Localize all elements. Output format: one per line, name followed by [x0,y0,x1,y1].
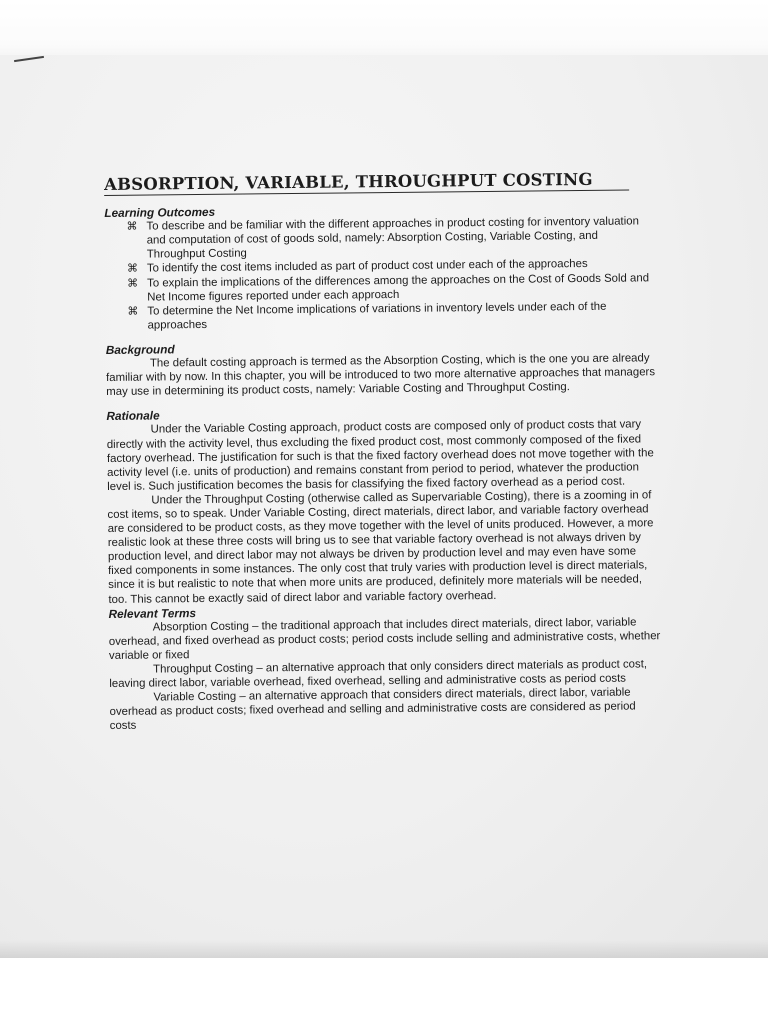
rationale-paragraph-2: Under the Throughput Costing (otherwise called as Supervariable Costing), there is a zooming in of cost items, so to speak. Under Variable Costing, direct materials, direct labor, and variable factory overhead are considered to be product costs, as they move together with the level of units produced. However, a more realistic look at these three costs will bring us to see that variable factory overhead is not always driven by production level, and direct labor may not always be driven by production level and may even have some fixed components in some instances. The only cost that truly varies with production level is direct materials, since it is but realistic to note that when more units are produced, definitely more materials will be needed, too. This cannot be exactly said of direct labor and variable factory overhead. [107,489,654,606]
rationale-heading: Rationale [106,408,160,424]
document-title: ABSORPTION, VARIABLE, THROUGHPUT COSTING [104,173,629,197]
term-absorption-costing: Absorption Costing – the traditional approach that includes direct materials, direct labor, variable overhead, and fixed overhead as product costs; period costs include selling and administrative costs, whether variable or fixed [108,616,661,662]
learning-outcomes-list [104,214,657,333]
outcome-text: To identify the cost items included as part of product cost under each of the approaches [146,258,588,276]
rationale-paragraph-1: Under the Variable Costing approach, product costs are composed only of product costs that vary directly with the activity level, thus excluding the fixed product cost, most commonly composed of the fixed factory overhead. The justification for such is that the fixed factory overhead does not move together with the activity level (i.e. units of production) and remains constant from period to period, whatever the production level is. Such justification becomes the basis for classifying the fixed factory overhead as a period cost. [106,418,654,493]
list-item [126,214,656,262]
command-bullet-icon: ⌘ [127,276,139,290]
list-item [127,299,657,333]
command-bullet-icon: ⌘ [126,219,138,233]
command-bullet-icon: ⌘ [127,304,139,318]
document-body [103,169,662,733]
outcome-text: To describe and be familiar with the different approaches in product costing for inventory valuation and computation of cost of goods sold, namely: Absorption Costing, Variable Costing, and Throughput Costing [146,215,639,261]
outcome-text: To explain the implications of the differences among the approaches on the Cost of Goods Sold and Net Income figures reported under each approach [147,271,650,304]
background-paragraph: The default costing approach is termed as the Absorption Costing, which is the one you are already familiar with by now. In this chapter, you will be introduced to two more alternative approaches that managers may use in determining its product costs, namely: Variable Costing and Throughput Costing. [106,352,656,399]
relevant-terms-heading: Relevant Terms [108,605,197,621]
term-throughput-costing: Throughput Costing – an alternative approach that only considers direct materials as product cost, leaving direct labor, variable overhead, fixed overhead, selling and administrative costs as period costs [109,658,648,691]
background-heading: Background [105,342,175,357]
command-bullet-icon: ⌘ [126,262,139,276]
learning-outcomes-heading: Learning Outcomes [104,204,216,221]
term-variable-costing: Variable Costing – an alternative approach that considers direct materials, direct labor, variable overhead as product costs; fixed overhead and selling and administrative costs are considered as period costs [109,686,636,733]
paper-bottom-edge [0,940,768,958]
outcome-text: To determine the Net Income implications of variations in inventory levels under each of the approaches [147,300,607,332]
